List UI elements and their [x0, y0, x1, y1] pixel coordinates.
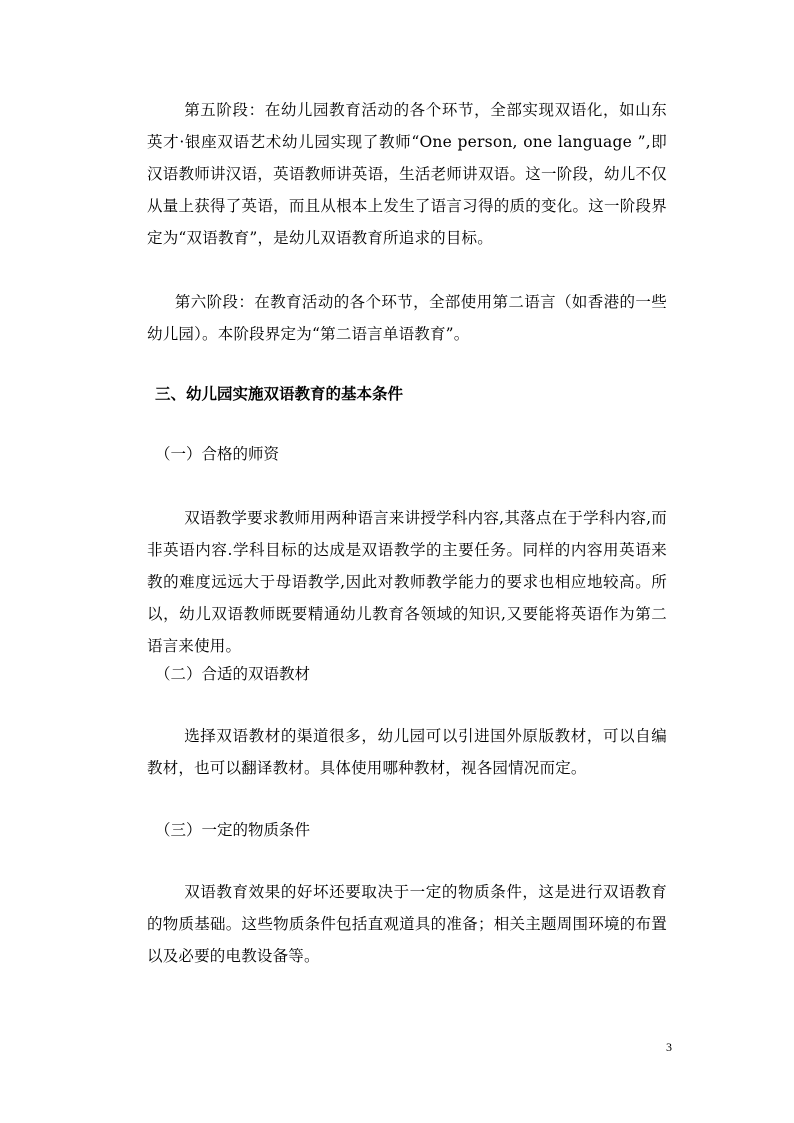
subheading-qualified-teachers: （一）合格的师资 — [155, 445, 280, 463]
paragraph-stage-six: 第六阶段：在教育活动的各个环节，全部使用第二语言（如香港的一些幼儿园）。本阶段界定为“第二语言单语教育”。 — [147, 293, 667, 343]
paragraph-teachers: 双语教学要求教师用两种语言来讲授学科内容,其落点在于学科内容,而非英语内容.学科目标的达成是双语教学的主要任务。同样的内容用英语来教的难度远远大于母语教学,因此对教师教学能力的要求也相应地较高。所以，幼儿双语教师既要精通幼儿教育各领域的知识,又要能将英语作为第二语言来使用。 — [147, 509, 667, 655]
subheading-textbooks: （二）合适的双语教材 — [155, 665, 311, 683]
paragraph-stage-five: 第五阶段：在幼儿园教育活动的各个环节，全部实现双语化，如山东英才·银座双语艺术幼儿园实现了教师“One person, one language ”,即汉语教师讲汉语，英语教师讲英语，生活老师讲双语。这一阶段，幼儿不仅从量上获得了英语，而且从根本上发生了语言习得的质的变化。这一阶段界定为“双语教育”，是幼儿双语教育所追求的目标。 — [147, 101, 667, 247]
section-heading: 三、幼儿园实施双语教育的基本条件 — [155, 385, 404, 403]
paragraph-textbooks: 选择双语教材的渠道很多，幼儿园可以引进国外原版教材，可以自编教材，也可以翻译教材。具体使用哪种教材，视各园情况而定。 — [147, 727, 667, 777]
paragraph-material-conditions: 双语教育效果的好坏还要取决于一定的物质条件，这是进行双语教育的物质基础。这些物质条件包括直观道具的准备；相关主题周围环境的布置以及必要的电教设备等。 — [147, 883, 667, 965]
subheading-material-conditions: （三）一定的物质条件 — [155, 821, 311, 839]
page-number: 3 — [666, 1040, 672, 1054]
